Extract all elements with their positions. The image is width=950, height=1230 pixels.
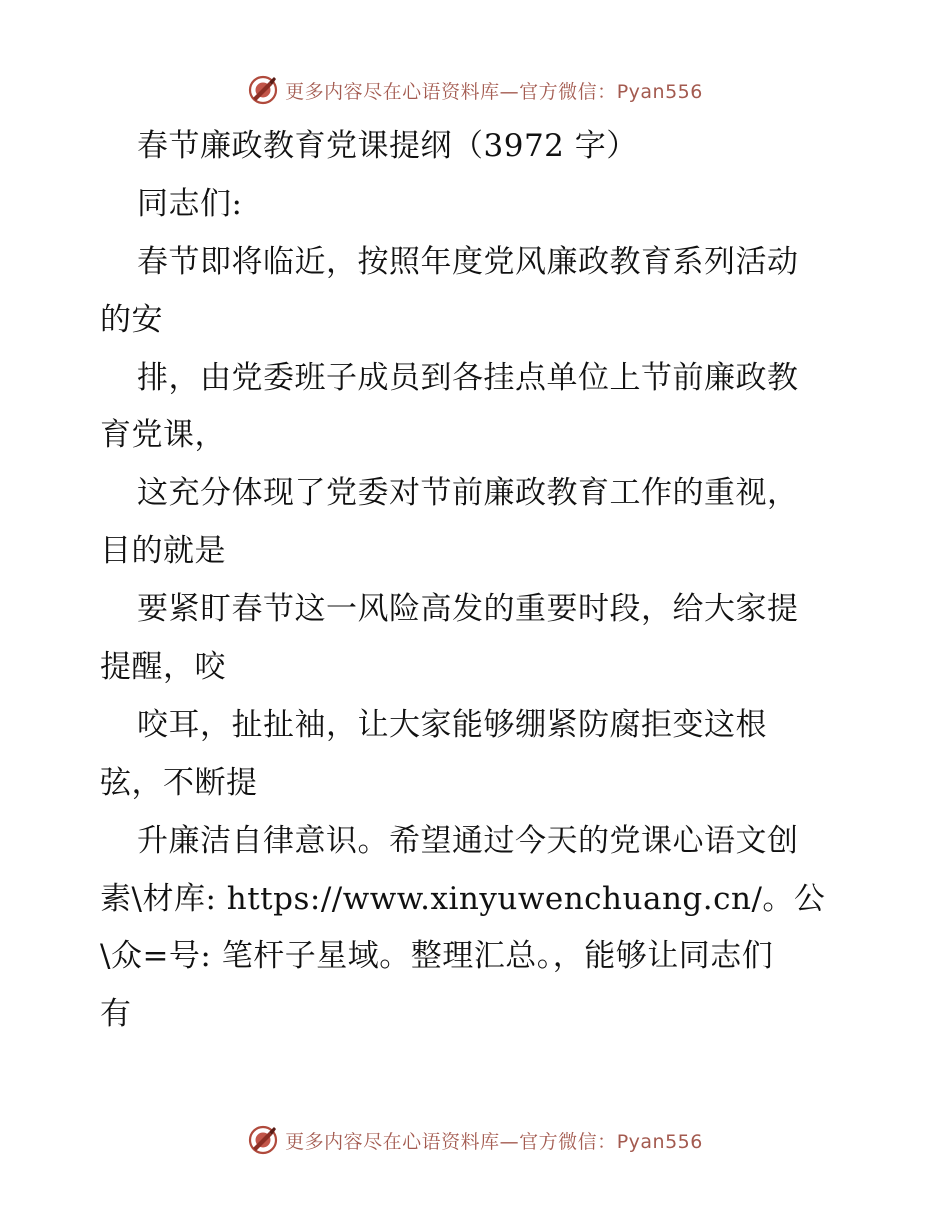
- text-line: 这充分体现了党委对节前廉政教育工作的重视，: [137, 475, 799, 512]
- text-line: 的安: [100, 301, 163, 338]
- text-line: 春节廉政教育党课提纲（3972 字）: [137, 128, 638, 164]
- footer-watermark: [0, 1120, 950, 1160]
- watermark-wechat-id: Pyan556: [616, 80, 703, 103]
- text-line: 育党课，: [100, 417, 226, 454]
- document-body: [100, 118, 860, 1044]
- watermark-wechat-id: Pyan556: [616, 1130, 703, 1153]
- watermark-site-text: 更多内容尽在心语资料库: [285, 80, 500, 103]
- watermark-text: [285, 77, 703, 104]
- logo-icon: [247, 1124, 279, 1156]
- text-line: \众=号: 笔杆子星域。整理汇总。，能够让同志们: [100, 938, 774, 975]
- text-line: 同志们:: [137, 185, 243, 222]
- text-line: 有: [100, 996, 132, 1033]
- text-line: 升廉洁自律意识。希望通过今天的党课心语文创: [137, 822, 799, 859]
- header-watermark: [0, 70, 950, 110]
- watermark-site-text: 更多内容尽在心语资料库: [285, 1130, 500, 1153]
- watermark-separator: —: [499, 80, 520, 103]
- text-line: 咬耳，扯扯袖，让大家能够绷紧防腐拒变这根: [137, 706, 767, 743]
- text-line: 弦，不断提: [100, 764, 258, 801]
- logo-icon: [247, 74, 279, 106]
- watermark-wechat-label: 官方微信：: [519, 1130, 617, 1153]
- watermark-wechat-label: 官方微信：: [519, 80, 617, 103]
- text-line: 排，由党委班子成员到各挂点单位上节前廉政教: [137, 359, 799, 396]
- watermark-separator: —: [499, 1130, 520, 1153]
- text-line: 春节即将临近，按照年度党风廉政教育系列活动: [137, 243, 799, 280]
- text-line: 要紧盯春节这一风险高发的重要时段，给大家提: [137, 591, 799, 628]
- text-line: 目的就是: [100, 533, 226, 570]
- text-line: 提醒，咬: [100, 649, 226, 686]
- text-line: 素\材库: https://www.xinyuwenchuang.cn/。公: [100, 880, 826, 917]
- watermark-text: [285, 1127, 703, 1154]
